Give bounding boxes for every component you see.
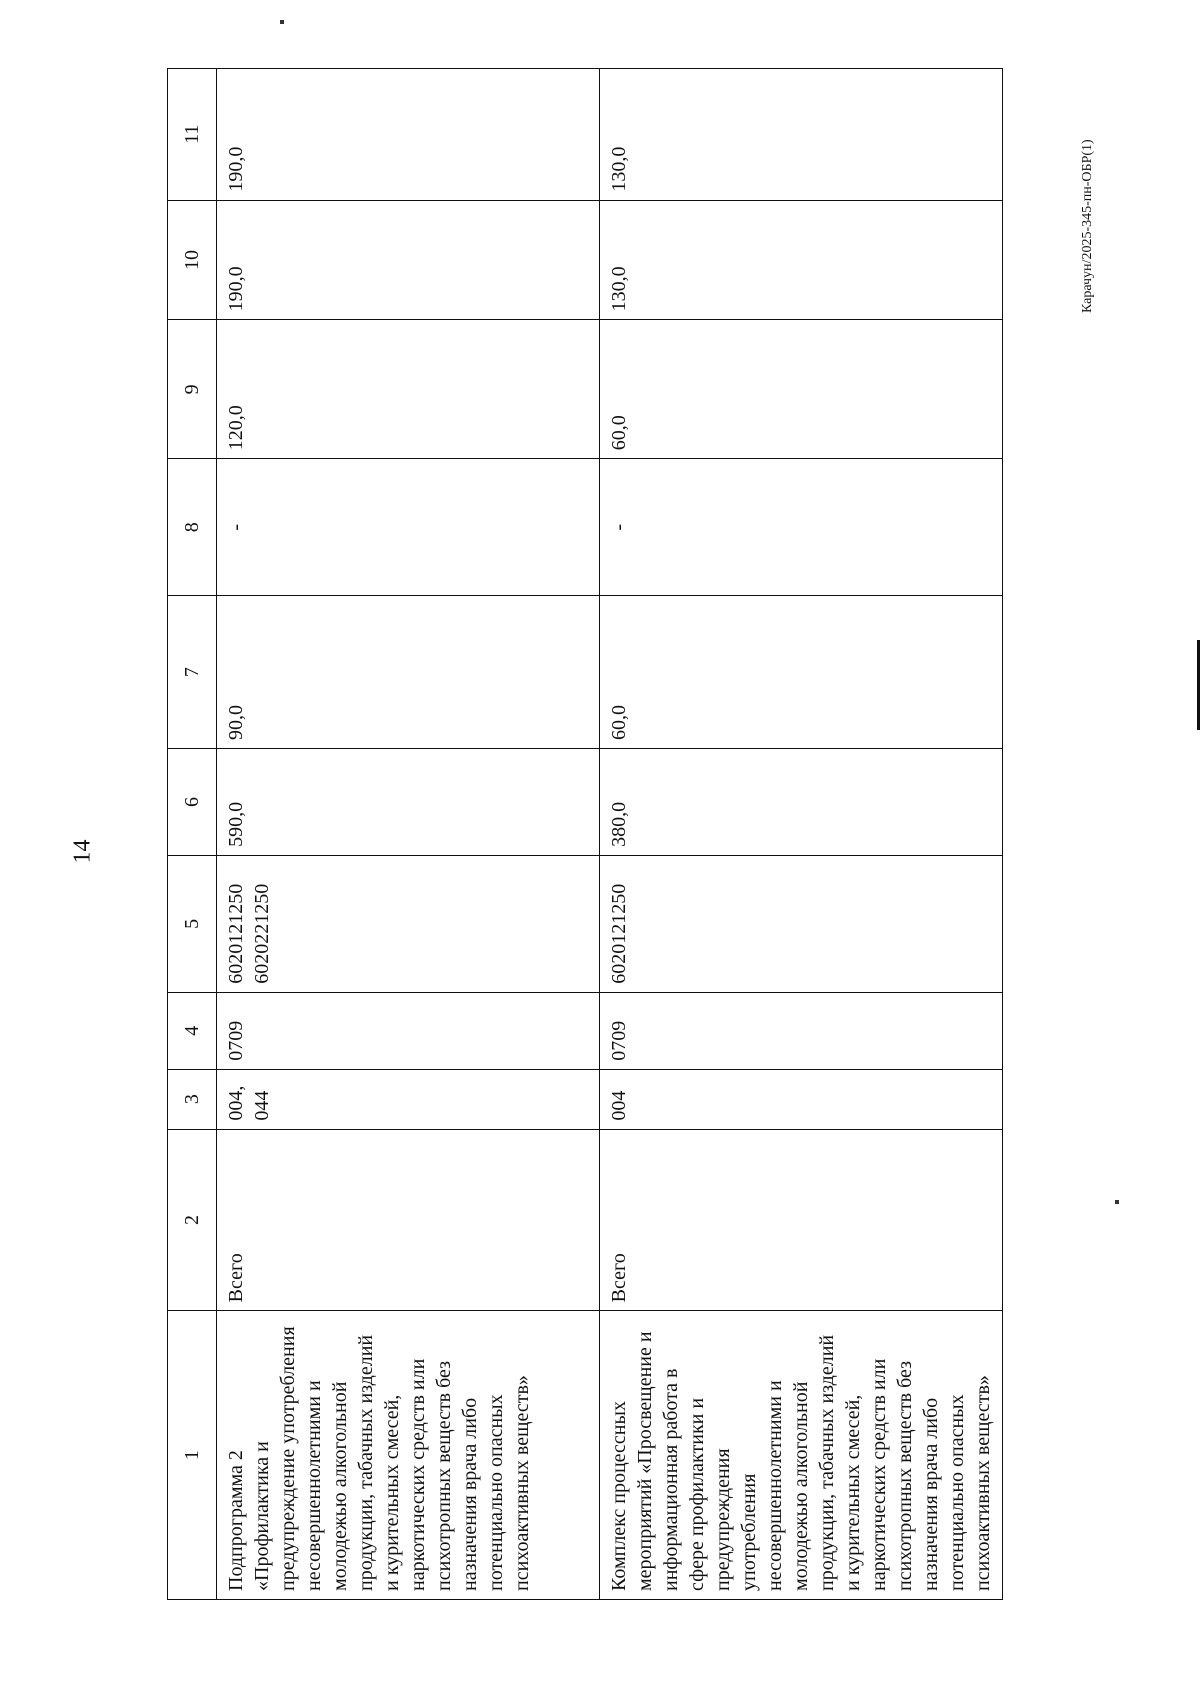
article-line: 6020121250 <box>225 883 247 984</box>
name-line: потенциально опасных <box>485 1394 507 1591</box>
name-line: предупреждение употребления <box>277 1326 299 1591</box>
value-cell: 380,0 <box>600 749 1003 856</box>
name-line: предупреждения <box>712 1448 734 1591</box>
name-line: молодежью алкогольной <box>329 1381 351 1591</box>
code-cell: 004 <box>600 1069 1003 1129</box>
budget-table-container <box>167 68 1027 1600</box>
header-cell: 7 <box>168 596 217 749</box>
header-cell: 3 <box>168 1069 217 1129</box>
name-line: несовершеннолетними и <box>303 1380 325 1591</box>
name-line: психотропных веществ без <box>433 1360 455 1591</box>
value-cell: - <box>217 459 600 596</box>
name-line: потенциально опасных <box>946 1394 968 1591</box>
name-line: и курительных смесей, <box>842 1394 864 1591</box>
value-cell: 190,0 <box>217 200 600 320</box>
page-number: 14 <box>69 839 96 864</box>
name-line: несовершеннолетними и <box>764 1380 786 1591</box>
name-line: употребления <box>738 1473 760 1591</box>
header-cell: 2 <box>168 1129 217 1311</box>
article-line: 6020121250 <box>608 883 630 984</box>
target-article-cell <box>600 855 1003 992</box>
header-cell: 11 <box>168 69 217 201</box>
value-cell: 130,0 <box>600 69 1003 201</box>
section-cell: 0709 <box>217 992 600 1069</box>
table-header-row <box>168 69 217 1600</box>
header-cell: 4 <box>168 992 217 1069</box>
name-line: Комплекс процессных <box>608 1401 630 1591</box>
program-name-cell <box>217 1311 600 1600</box>
source-cell: Всего <box>600 1129 1003 1311</box>
value-cell: 90,0 <box>217 596 600 749</box>
footer-code: Карачун/2025-345-пн-ОБР(1) <box>1080 139 1095 313</box>
section-cell: 0709 <box>600 992 1003 1069</box>
header-cell: 10 <box>168 200 217 320</box>
name-line: продукции, табачных изделий <box>355 1334 377 1591</box>
name-line: информационная работа в <box>660 1368 682 1591</box>
name-line: Подпрограмма 2 <box>225 1450 247 1591</box>
scan-speck <box>1115 1200 1119 1204</box>
name-line: молодежью алкогольной <box>790 1381 812 1591</box>
value-cell: 190,0 <box>217 69 600 201</box>
source-cell: Всего <box>217 1129 600 1311</box>
name-line: продукции, табачных изделий <box>816 1334 838 1591</box>
table-row <box>600 69 1003 1600</box>
name-line: наркотических средств или <box>868 1358 890 1591</box>
name-line: наркотических средств или <box>407 1358 429 1591</box>
header-cell: 6 <box>168 749 217 856</box>
program-name-cell <box>600 1311 1003 1600</box>
value-cell: 120,0 <box>217 320 600 459</box>
article-line: 6020221250 <box>251 883 273 984</box>
name-line: психотропных веществ без <box>894 1360 916 1591</box>
budget-table <box>167 68 1003 1600</box>
header-cell: 9 <box>168 320 217 459</box>
name-line: назначения врача либо <box>459 1397 481 1591</box>
value-cell: 60,0 <box>600 596 1003 749</box>
name-line: мероприятий «Просвещение и <box>634 1331 656 1591</box>
scan-speck <box>280 20 284 24</box>
name-line: и курительных смесей, <box>381 1394 403 1591</box>
code-cell: 004, 044 <box>217 1069 600 1129</box>
header-cell: 1 <box>168 1311 217 1600</box>
value-cell: 60,0 <box>600 320 1003 459</box>
name-line: психоактивных веществ» <box>972 1375 994 1591</box>
header-cell: 8 <box>168 459 217 596</box>
target-article-cell <box>217 855 600 992</box>
table-row <box>217 69 600 1600</box>
name-line: «Профилактика и <box>251 1441 273 1591</box>
value-cell: - <box>600 459 1003 596</box>
header-cell: 5 <box>168 855 217 992</box>
footer <box>1080 103 1100 313</box>
name-line: назначения врача либо <box>920 1397 942 1591</box>
value-cell: 590,0 <box>217 749 600 856</box>
name-line: психоактивных веществ» <box>511 1375 533 1591</box>
name-line: сфере профилактики и <box>686 1397 708 1591</box>
value-cell: 130,0 <box>600 200 1003 320</box>
